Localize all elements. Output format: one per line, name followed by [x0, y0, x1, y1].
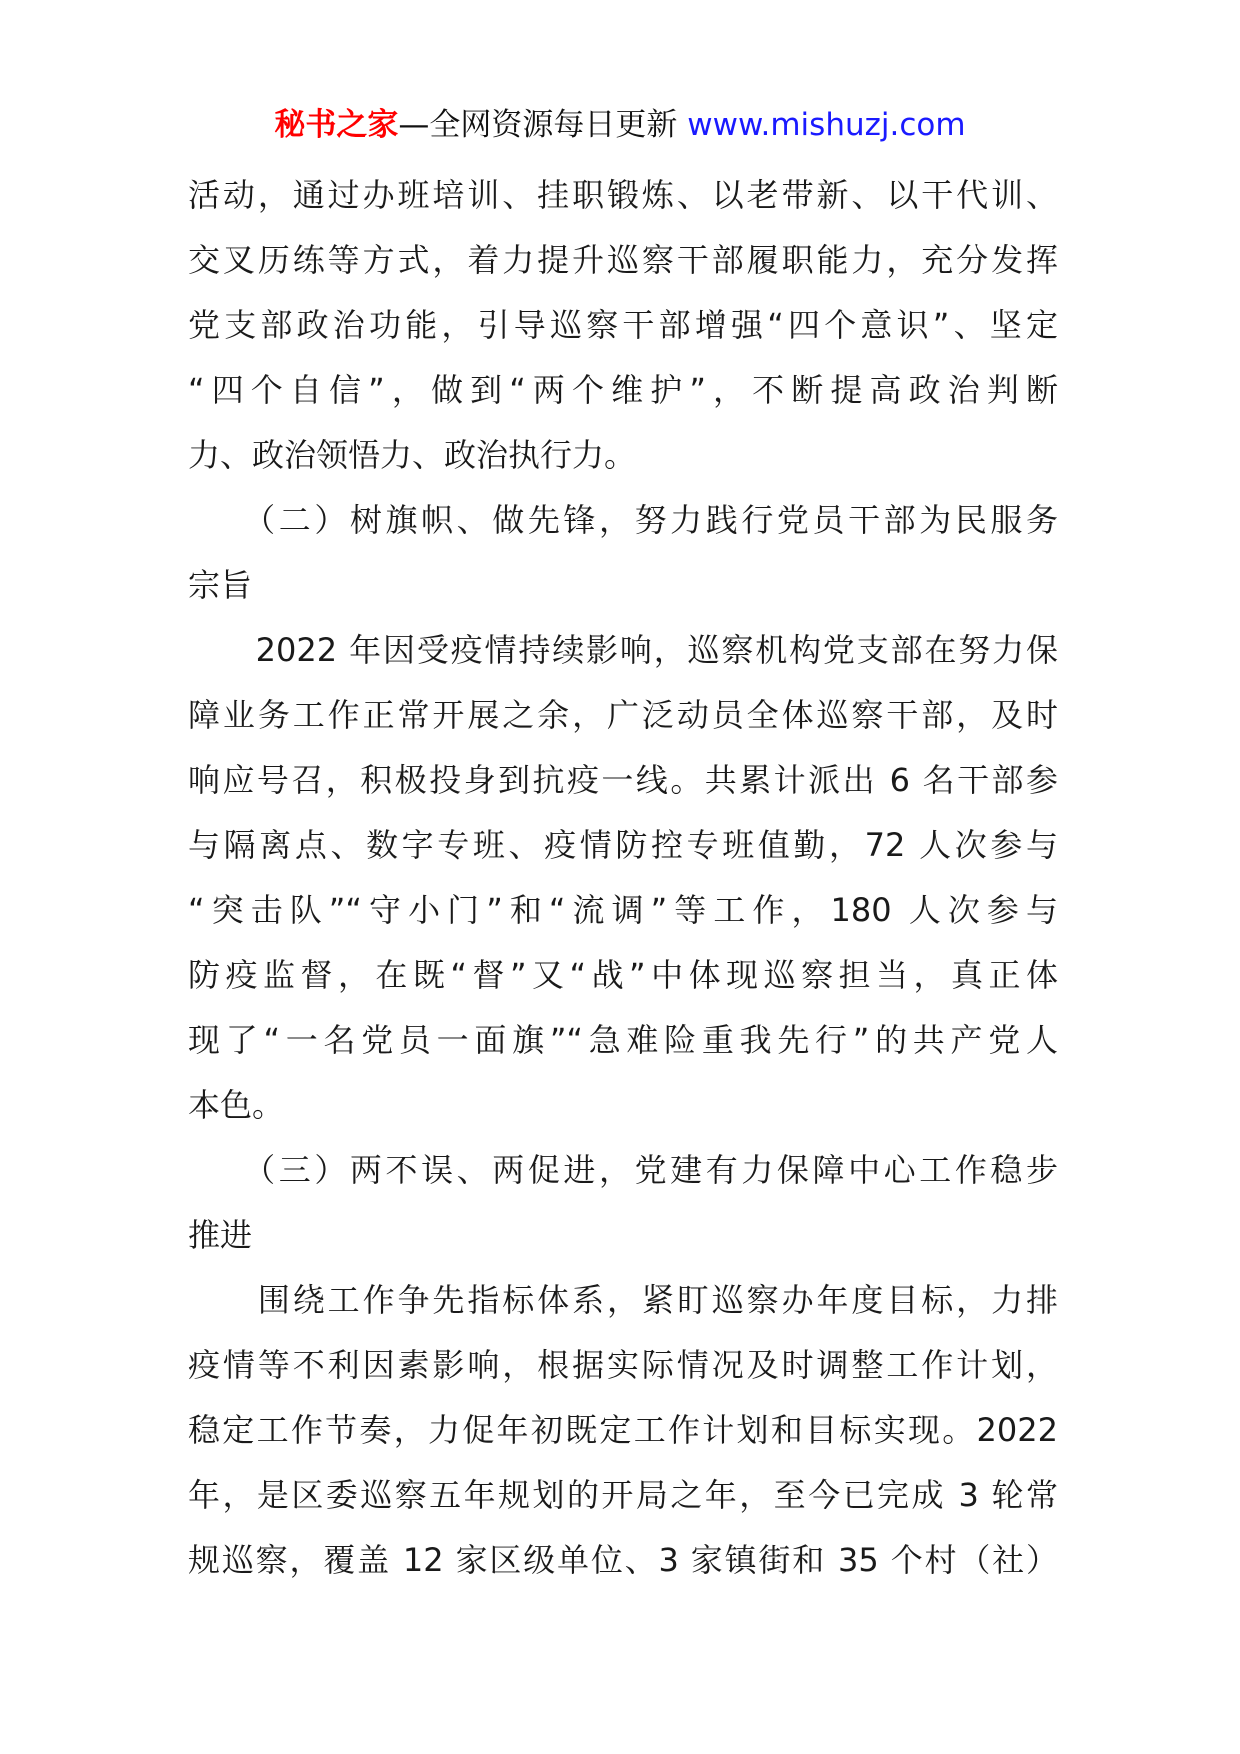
text-line: 现了“一名党员一面旗”“急难险重我先行”的共产党人 [188, 1021, 1058, 1059]
text-line: 宗旨 [188, 566, 253, 604]
text-line: （二）树旗帜、做先锋，努力践行党员干部为民服务 [188, 501, 1058, 539]
header-url[interactable]: www.mishuzj.com [687, 107, 966, 143]
text-line: 交叉历练等方式，着力提升巡察干部履职能力，充分发挥 [188, 241, 1058, 279]
text-line: “突击队”“守小门”和“流调”等工作，180 人次参与 [188, 891, 1058, 929]
page-header [0, 100, 1240, 150]
text-line: 稳定工作节奏，力促年初既定工作计划和目标实现。2022 [188, 1411, 1058, 1449]
text-line: 与隔离点、数字专班、疫情防控专班值勤，72 人次参与 [188, 826, 1058, 864]
text-line: “四个自信”，做到“两个维护”，不断提高政治判断 [188, 371, 1058, 409]
text-line: 防疫监督，在既“督”又“战”中体现巡察担当，真正体 [188, 956, 1058, 994]
header-brand: 秘书之家 [274, 107, 399, 143]
text-line: 2022 年因受疫情持续影响，巡察机构党支部在努力保 [188, 631, 1058, 669]
text-line: 活动，通过办班培训、挂职锻炼、以老带新、以干代训、 [188, 176, 1058, 214]
text-line: 障业务工作正常开展之余，广泛动员全体巡察干部，及时 [188, 696, 1058, 734]
text-line: 本色。 [188, 1086, 285, 1124]
text-line: （三）两不误、两促进，党建有力保障中心工作稳步 [188, 1151, 1058, 1189]
header-tagline: —全网资源每日更新 [398, 107, 688, 143]
document-body [188, 163, 1058, 1593]
text-line: 疫情等不利因素影响，根据实际情况及时调整工作计划， [188, 1346, 1058, 1384]
text-line: 年，是区委巡察五年规划的开局之年，至今已完成 3 轮常 [188, 1476, 1058, 1514]
text-line: 规巡察，覆盖 12 家区级单位、3 家镇街和 35 个村（社） [188, 1541, 1058, 1579]
text-line: 围绕工作争先指标体系，紧盯巡察办年度目标，力排 [188, 1281, 1058, 1319]
text-line: 响应号召，积极投身到抗疫一线。共累计派出 6 名干部参 [188, 761, 1058, 799]
text-line: 力、政治领悟力、政治执行力。 [188, 436, 637, 474]
text-line: 推进 [188, 1216, 253, 1254]
text-line: 党支部政治功能，引导巡察干部增强“四个意识”、坚定 [188, 306, 1058, 344]
